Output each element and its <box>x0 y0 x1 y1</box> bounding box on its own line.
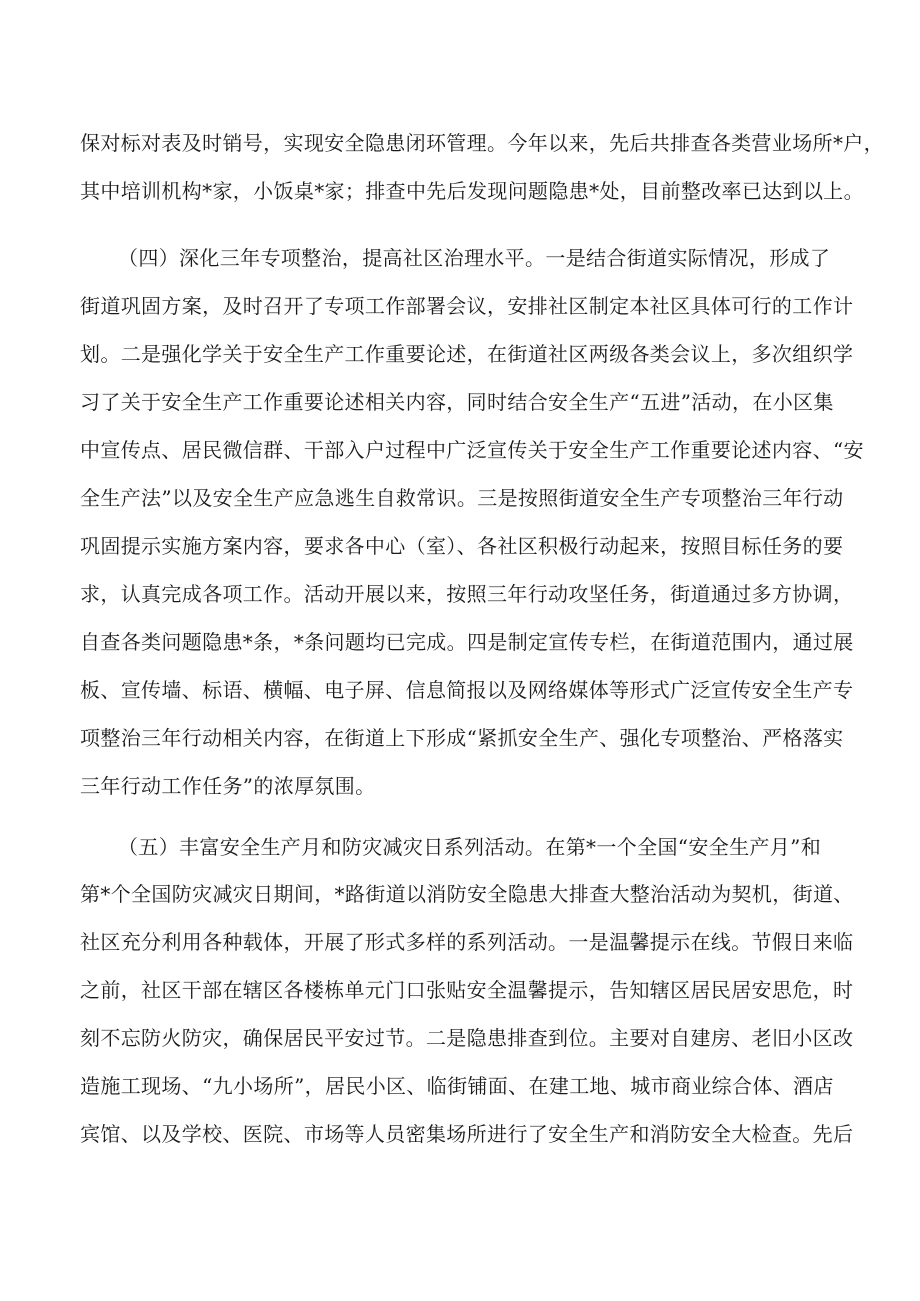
text-line: 板、宣传墙、标语、横幅、电子屏、信息简报以及网络媒体等形式广泛宣传安全生产专 <box>80 678 854 702</box>
text-line: 三年行动工作任务”的浓厚氛围。 <box>80 774 376 798</box>
text-line: 划。二是强化学关于安全生产工作重要论述，在街道社区两级各类会议上，多次组织学 <box>80 342 854 366</box>
text-line: 求，认真完成各项工作。活动开展以来，按照三年行动攻坚任务，街道通过多方协调， <box>80 582 854 606</box>
text-line: 宾馆、以及学校、医院、市场等人员密集场所进行了安全生产和消防安全大检查。先后 <box>80 1122 854 1146</box>
text-line: 刻不忘防火防灾，确保居民平安过节。二是隐患排查到位。主要对自建房、老旧小区改 <box>80 1026 854 1050</box>
paragraph-heading-5: （五）丰富安全生产月和防灾减灾日系列活动。在第*一个全国“安全生产月”和 <box>118 835 822 859</box>
text-line: 习了关于安全生产工作重要论述相关内容，同时结合安全生产“五进”活动，在小区集 <box>80 390 834 414</box>
text-line: 社区充分利用各种载体，开展了形式多样的系列活动。一是温馨提示在线。节假日来临 <box>80 930 854 954</box>
text-line: 全生产法”以及安全生产应急逃生自救常识。三是按照街道安全生产专项整治三年行动 <box>80 486 844 510</box>
text-line: 其中培训机构*家，小饭桌*家；排查中先后发现问题隐患*处，目前整改率已达到以上。 <box>80 179 864 203</box>
paragraph-heading-4: （四）深化三年专项整治，提高社区治理水平。一是结合街道实际情况，形成了 <box>118 246 831 270</box>
text-line: 巩固提示实施方案内容，要求各中心（室）、各社区积极行动起来，按照目标任务的要 <box>80 534 844 558</box>
text-line: 第*个全国防灾减灾日期间，*路街道以消防安全隐患大排查大整治活动为契机，街道、 <box>80 882 854 906</box>
text-line: 造施工现场、“九小场所”，居民小区、临街铺面、在建工地、城市商业综合体、酒店 <box>80 1074 834 1098</box>
text-line: 保对标对表及时销号，实现安全隐患闭环管理。今年以来，先后共排查各类营业场所*户， <box>80 131 884 155</box>
text-line: 项整治三年行动相关内容，在街道上下形成“紧抓安全生产、强化专项整治、严格落实 <box>80 726 844 750</box>
text-line: 自查各类问题隐患*条，*条问题均已完成。四是制定宣传专栏，在街道范围内，通过展 <box>80 630 854 654</box>
text-line: 街道巩固方案，及时召开了专项工作部署会议，安排社区制定本社区具体可行的工作计 <box>80 294 854 318</box>
text-line: 之前，社区干部在辖区各楼栋单元门口张贴安全温馨提示，告知辖区居民居安思危，时 <box>80 978 854 1002</box>
text-line: 中宣传点、居民微信群、干部入户过程中广泛宣传关于安全生产工作重要论述内容、“安 <box>80 438 864 462</box>
